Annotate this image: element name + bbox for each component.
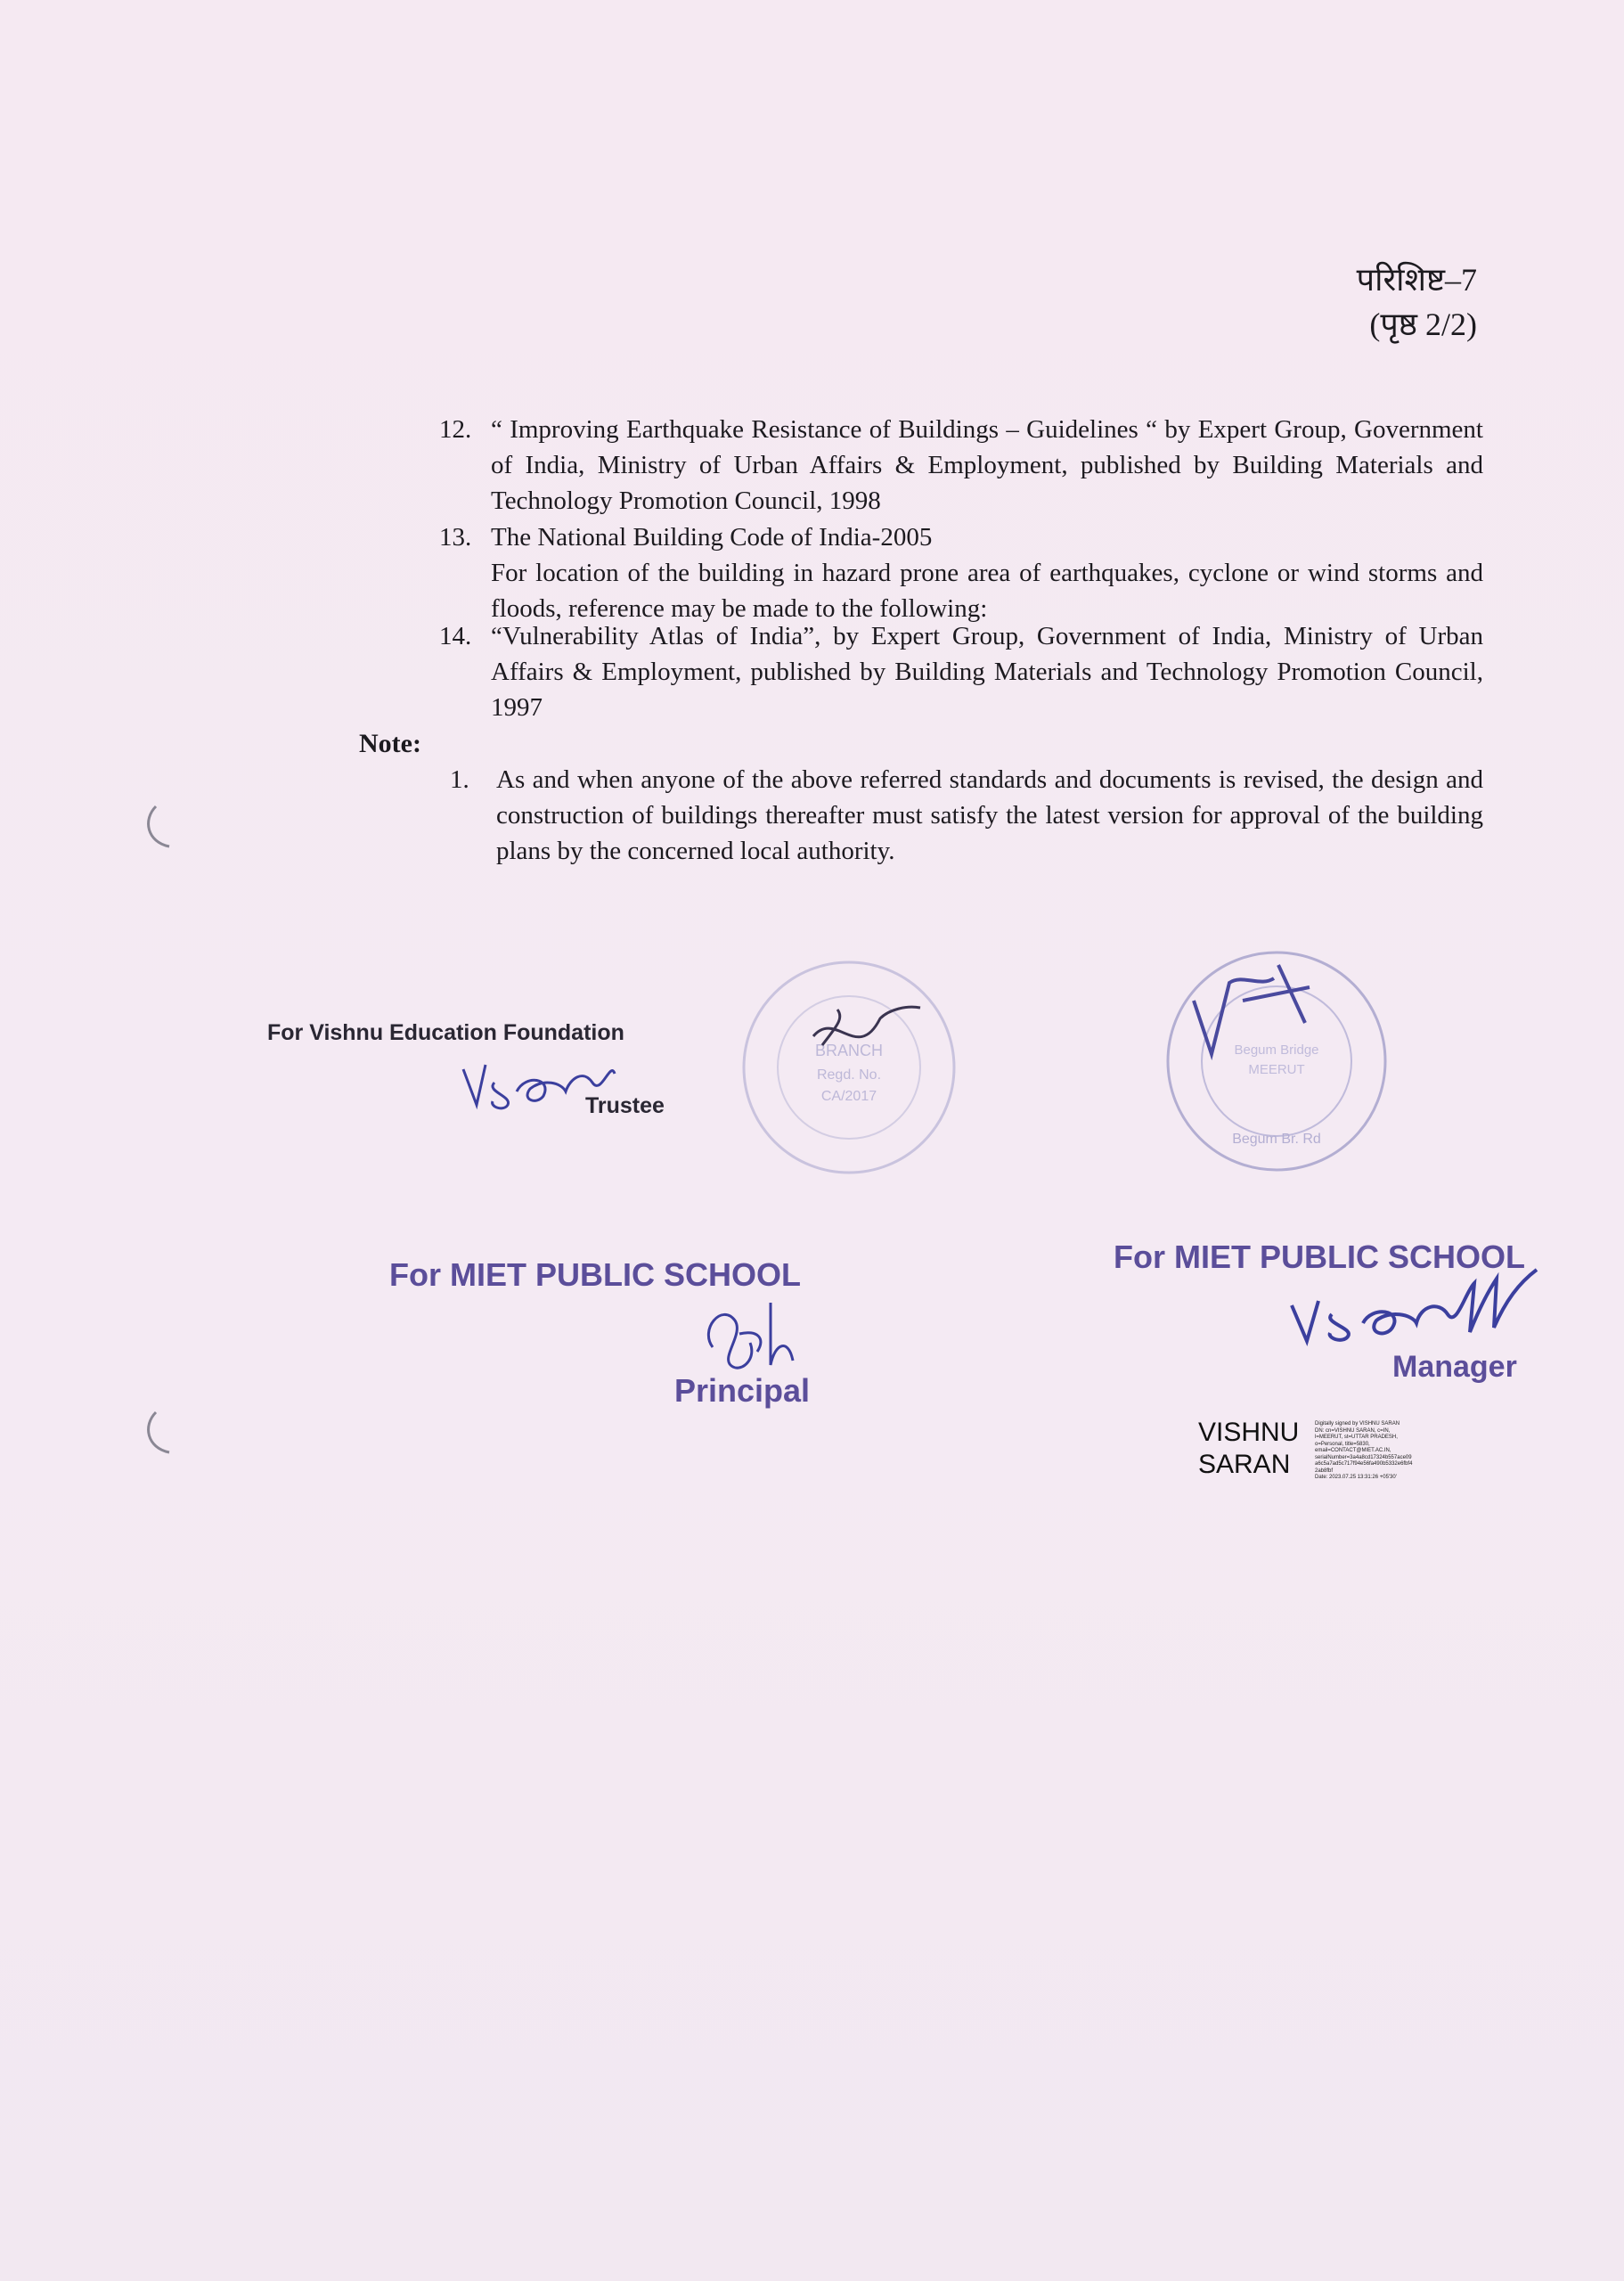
note-item-1: [450, 762, 1483, 869]
note-number: 1.: [450, 765, 469, 794]
right-seal-stamp: [1163, 947, 1390, 1174]
digital-signature-detail-line: Date: 2023.07.25 13:31:26 +05'30': [1315, 1475, 1397, 1480]
note-text: As and when anyone of the above referred standards and documents is revised, the design and construction of buildings thereafter must satisfy the latest version for approval of the building plans by the concerned local authority.: [496, 765, 1483, 865]
principal-signature: [695, 1294, 811, 1383]
svg-text:CA/2017: CA/2017: [820, 1089, 877, 1104]
appendix-number: परिशिष्ट–7: [1356, 262, 1477, 298]
digital-signature-detail-line: o=Personal, title=5830,: [1315, 1441, 1370, 1447]
svg-text:Begum Bridge: Begum Bridge: [1234, 1042, 1319, 1058]
school-label-right: For MIET PUBLIC SCHOOL: [1114, 1239, 1525, 1275]
reference-item-12: [439, 412, 1483, 519]
note-label: Note:: [359, 729, 421, 758]
svg-text:Regd. No.: Regd. No.: [816, 1067, 882, 1083]
digital-signature-name-line1: VISHNU: [1198, 1418, 1300, 1447]
svg-text:Begum Br. Rd: Begum Br. Rd: [1232, 1132, 1321, 1147]
trustee-label: Trustee: [585, 1093, 665, 1118]
digital-signature-name-line2: SARAN: [1198, 1450, 1291, 1479]
reference-text: The National Building Code of India-2005: [491, 523, 933, 552]
scan-mark: [143, 1408, 178, 1461]
reference-text: “Vulnerability Atlas of India”, by Expert Group, Government of India, Ministry of Urban Affairs & Employment, published by Building Materials and Technology Promotion Council, 1997: [491, 622, 1483, 722]
digital-signature-detail-line: serialNumber=3a4a8cd17324b557ace09: [1315, 1454, 1412, 1460]
digital-signature-detail-line: l=MEERUT, st=UTTAR PRADESH,: [1315, 1435, 1398, 1440]
svg-text:BRANCH: BRANCH: [814, 1042, 884, 1059]
reference-number: 14.: [439, 622, 472, 650]
digital-signature-detail-line: Digitally signed by VISHNU SARAN: [1315, 1421, 1400, 1427]
scan-mark: [143, 802, 178, 855]
reference-text: “ Improving Earthquake Resistance of Buildings – Guidelines “ by Expert Group, Government of India, Ministry of Urban Affairs & Employment, published by Building Materials and Technology Promotion Council, 1998: [491, 415, 1483, 515]
foundation-label: For Vishnu Education Foundation: [267, 1020, 624, 1045]
reference-number: 12.: [439, 415, 472, 444]
reference-item-14: [439, 618, 1483, 725]
manager-signature: [1287, 1265, 1572, 1354]
reference-item-13: [439, 519, 1483, 626]
digital-signature-detail-line: 2ab8fbf: [1315, 1468, 1334, 1474]
principal-label: Principal: [674, 1372, 811, 1409]
digital-signature-detail-line: email=CONTACT@MIET.AC.IN,: [1315, 1448, 1391, 1453]
digital-signature-name: [1198, 1417, 1299, 1481]
svg-text:MEERUT: MEERUT: [1248, 1062, 1305, 1077]
page-indicator: (पृष्ठ 2/2): [1369, 307, 1477, 342]
digital-signature-detail-line: a6c5a7ad5c717f94e56fa490b5332e6fbf4: [1315, 1461, 1413, 1467]
left-seal-stamp: [738, 956, 960, 1179]
reference-number: 13.: [439, 523, 472, 552]
digital-signature-detail-line: DN: cn=VISHNU SARAN, c=IN,: [1315, 1427, 1391, 1434]
school-label-left: For MIET PUBLIC SCHOOL: [389, 1256, 801, 1293]
reference-subtext: For location of the building in hazard prone area of earthquakes, cyclone or wind storms and floods, reference may be made to the following:: [491, 559, 1483, 623]
digital-signature-details: [1315, 1421, 1449, 1482]
manager-label: Manager: [1392, 1350, 1517, 1384]
